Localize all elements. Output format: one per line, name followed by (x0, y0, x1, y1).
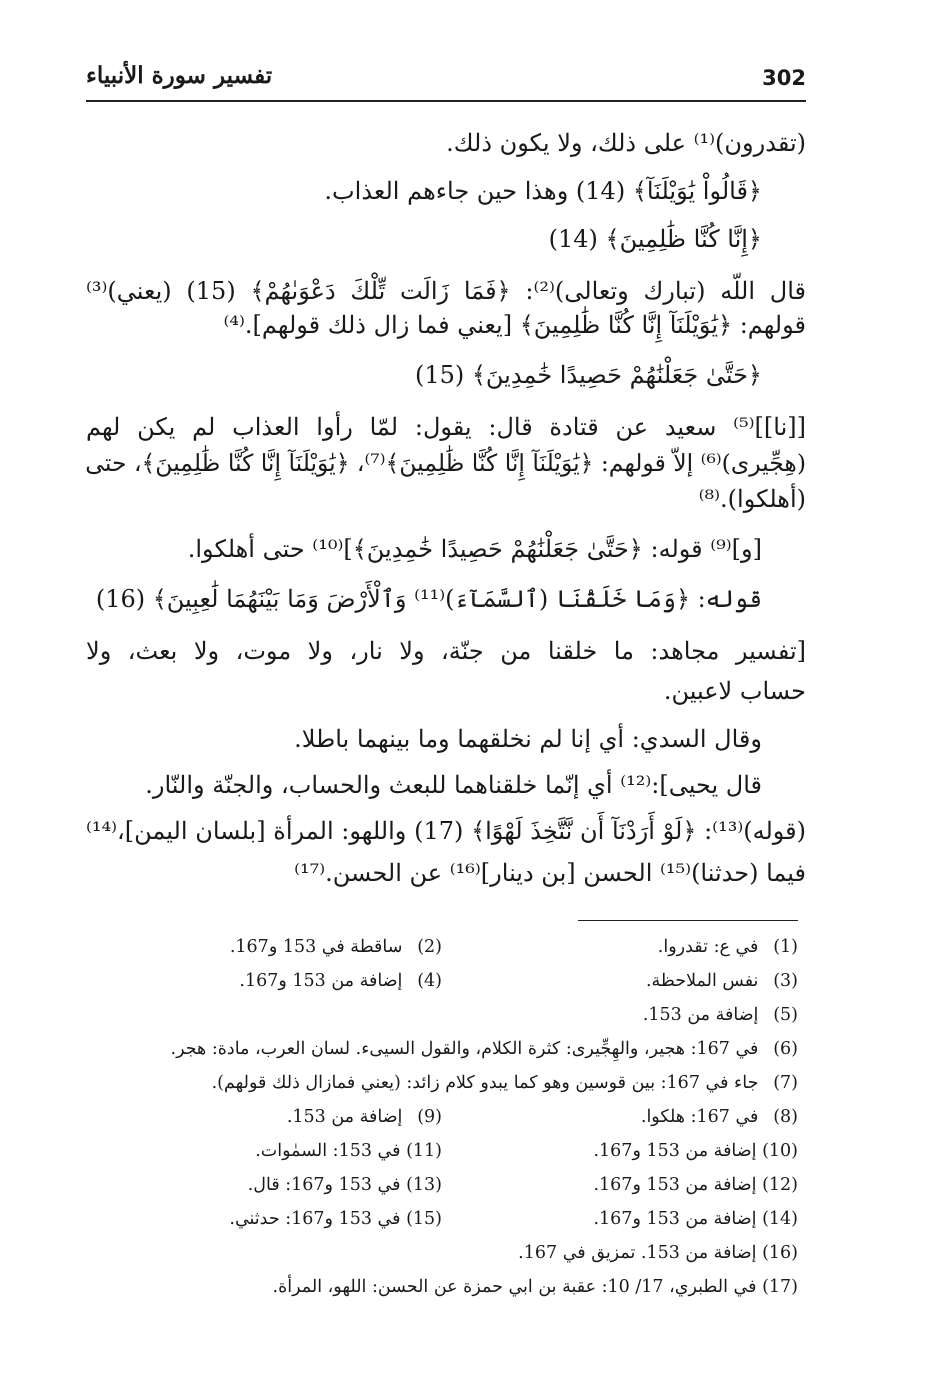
header-rule (86, 100, 806, 102)
footnote: (4) إضافة من 153 و167. (239, 971, 442, 991)
text-line: [تفسير مجاهد: ما خلقنا من جنّة، ولا نار، ولا موت، ولا بعث، ولا (86, 637, 806, 665)
footnote: (10) إضافة من 153 و167. (593, 1141, 798, 1161)
footnote: (11) في 153: السمٰوات. (255, 1141, 442, 1161)
footnote: (7) جاء في 167: بين قوسين وهو كما يبدو كلام زائد: (يعني فمازال ذلك قولهم). (211, 1073, 798, 1093)
footnote: (14) إضافة من 153 و167. (593, 1209, 798, 1229)
footnote-row (86, 1000, 798, 1030)
footnote: (1) في ع: تقدروا. (657, 937, 798, 957)
footnote: (2) ساقطة في 153 و167. (229, 937, 442, 957)
footnote-row (86, 1204, 798, 1234)
text-line: قال اللّه (تبارك وتعالى)⁽²⁾: ﴿فَمَا زَالَت تِّلْكَ دَعْوَىٰهُمْ﴾ (15) (يعني)⁽³⁾ (86, 277, 806, 305)
text-line: قولهم: ﴿يَٰوَيْلَنَآ إِنَّا كُنَّا ظَٰلِمِينَ﴾ [يعني فما زال ذلك قولهم].⁽⁴⁾ (223, 311, 806, 339)
text-line: (قوله)⁽¹³⁾: ﴿لَوْ أَرَدْنَآ أَن نَّتَّخِذَ لَهْوًا﴾ (17) واللهو: المرأة [بلسان اليمن]،⁽¹⁴⁾ (86, 817, 806, 845)
text-line: قال يحيى]:⁽¹²⁾ أي إنّما خلقناهما للبعث والحساب، والجنّة والنّار. (145, 771, 762, 799)
text-line: [[نا]]⁽⁵⁾ سعيد عن قتادة قال: يقول: لمّا رأوا العذاب لم يكن لهم (86, 413, 806, 441)
footnote-row (86, 966, 798, 996)
footnote: (3) نفس الملاحظة. (645, 971, 798, 991)
text-line: وقال السدي: أي إنا لم نخلقهما وما بينهما باطلا. (294, 725, 762, 753)
footnote: (6) في 167: هجير، والهِجِّيرى: كثرة الكلام، والقول السيىء. لسان العرب، مادة: هجر. (170, 1039, 798, 1059)
footnote-row (86, 1136, 798, 1166)
footnote: (17) في الطبري، 17/ 10: عقبة بن ابي حمزة عن الحسن: اللهو، المرأة. (272, 1277, 798, 1297)
footnote-row (86, 1170, 798, 1200)
footnote: (16) إضافة من 153. تمزيق في 167. (518, 1243, 798, 1263)
text-line: ﴿حَتَّىٰ جَعَلْنَٰهُمْ حَصِيدًا خَٰمِدِينَ﴾ (15) (414, 361, 762, 389)
footnote: (12) إضافة من 153 و167. (593, 1175, 798, 1195)
footnote-rule (578, 920, 798, 921)
footnote-row (86, 1102, 798, 1132)
text-line: (تقدرون)⁽¹⁾ على ذلك، ولا يكون ذلك. (446, 129, 806, 157)
page-number: 302 (762, 66, 806, 90)
text-line: ﴿إِنَّا كُنَّا ظَٰلِمِينَ﴾ (14) (548, 225, 762, 253)
text-line: [و]⁽⁹⁾ قوله: ﴿حَتَّىٰ جَعَلْنَٰهُمْ حَصِيدًا خَٰمِدِينَ﴾]⁽¹⁰⁾ حتى أهلكوا. (187, 535, 762, 563)
text-line: حساب لاعبين. (663, 677, 806, 705)
footnote: (5) إضافة من 153. (642, 1005, 798, 1025)
footnote-row (86, 1238, 798, 1268)
footnote-row (86, 1034, 798, 1064)
footnote: (9) إضافة من 153. (286, 1107, 442, 1127)
footnote: (13) في 153 و167: قال. (247, 1175, 442, 1195)
footnote-row (86, 932, 798, 962)
text-line: فيما (حدثنا)⁽¹⁵⁾ الحسن [بن دينار]⁽¹⁶⁾ عن الحسن.⁽¹⁷⁾ (294, 859, 806, 887)
footnote: (8) في 167: هلكوا. (640, 1107, 798, 1127)
footnote-row (86, 1068, 798, 1098)
running-title: تفسير سورة الأنبياء (86, 62, 273, 89)
text-line: (هِجِّيرى)⁽⁶⁾ إلاّ قولهم: ﴿يَٰوَيْلَنَآ إِنَّا كُنَّا ظَٰلِمِينَ﴾⁽⁷⁾، ﴿يَٰوَيْلَنَآ إِنَّا كُنَّا ظَٰلِمِينَ﴾، حتى (85, 449, 806, 477)
footnote-row (86, 1272, 798, 1302)
text-line: قوله: ﴿وَمَا خَلَقْنَا (ٱلسَّمَآءَ)⁽¹¹⁾ وَٱلْأَرْضَ وَمَا بَيْنَهُمَا لَٰعِبِينَ﴾ (16) (95, 585, 762, 613)
footnote: (15) في 153 و167: حدثني. (229, 1209, 442, 1229)
text-line: (أهلكوا).⁽⁸⁾ (698, 485, 806, 513)
text-line: ﴿قَالُواْ يَٰوَيْلَنَآ﴾ (14) وهذا حين جاءهم العذاب. (324, 177, 762, 205)
